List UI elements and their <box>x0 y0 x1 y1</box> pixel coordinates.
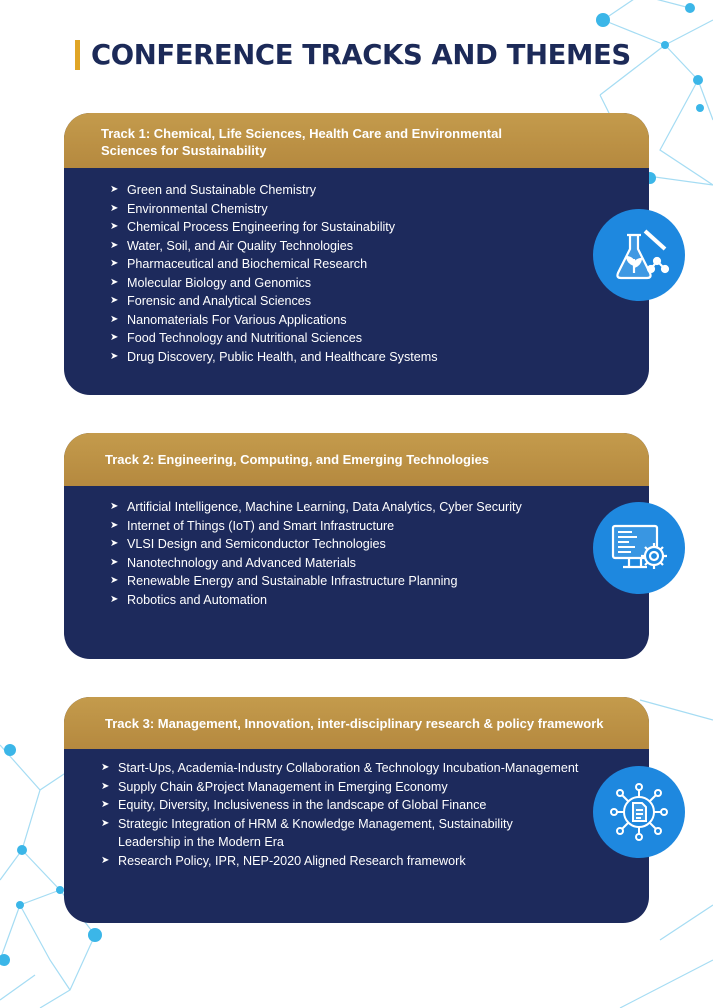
track-1-list <box>110 181 649 366</box>
track-card-3 <box>64 697 649 923</box>
list-item: ➤ Start-Ups, Academia-Industry Collaboration & Technology Incubation-Management <box>101 759 649 778</box>
document-network-icon <box>593 766 685 858</box>
page-header <box>75 38 631 72</box>
track-1-title: Track 1: Chemical, Life Sciences, Health Care and Environmental Sciences for Sustainability <box>101 125 502 158</box>
list-item: ➤ Water, Soil, and Air Quality Technologies <box>110 237 649 256</box>
bullet-arrow-icon: ➤ <box>110 538 119 549</box>
list-item: ➤ Robotics and Automation <box>110 591 649 610</box>
bullet-arrow-icon: ➤ <box>101 854 110 866</box>
list-item: ➤ Chemical Process Engineering for Sustainability <box>110 218 649 237</box>
track-2-header <box>64 433 649 486</box>
bullet-arrow-icon: ➤ <box>110 258 119 269</box>
list-item: ➤ Renewable Energy and Sustainable Infrastructure Planning <box>110 572 649 591</box>
bullet-arrow-icon: ➤ <box>110 313 119 325</box>
bullet-arrow-icon: ➤ <box>101 799 110 810</box>
list-item: ➤ Artificial Intelligence, Machine Learning, Data Analytics, Cyber Security <box>110 498 649 517</box>
track-2-list <box>110 498 649 609</box>
list-item: ➤ Food Technology and Nutritional Sciences <box>110 329 649 348</box>
bullet-arrow-icon: ➤ <box>110 184 119 195</box>
bullet-arrow-icon: ➤ <box>110 295 119 306</box>
page-title: CONFERENCE TRACKS AND THEMES <box>91 39 631 71</box>
list-item: ➤ Equity, Diversity, Inclusiveness in the landscape of Global Finance <box>101 796 649 815</box>
bullet-arrow-icon: ➤ <box>110 332 119 343</box>
track-card-2 <box>64 433 649 659</box>
list-item: ➤ Strategic Integration of HRM & Knowledge Management, Sustainability Leadership in the Modern Era <box>101 816 513 849</box>
list-item: ➤ Drug Discovery, Public Health, and Healthcare Systems <box>110 348 649 367</box>
bullet-arrow-icon: ➤ <box>110 221 119 232</box>
computer-gear-icon <box>593 502 685 594</box>
list-item: ➤ Pharmaceutical and Biochemical Research <box>110 255 649 274</box>
bullet-arrow-icon: ➤ <box>110 350 119 362</box>
list-item: ➤ Green and Sustainable Chemistry <box>110 181 649 200</box>
bullet-arrow-icon: ➤ <box>110 239 119 251</box>
track-3-header <box>64 697 649 749</box>
list-item: ➤ VLSI Design and Semiconductor Technologies <box>110 535 649 554</box>
track-1-header <box>64 113 649 168</box>
track-2-title: Track 2: Engineering, Computing, and Emerging Technologies <box>105 452 490 467</box>
list-item: ➤ Supply Chain &Project Management in Emerging Economy <box>101 778 649 797</box>
list-item: ➤ Environmental Chemistry <box>110 200 649 219</box>
bullet-arrow-icon: ➤ <box>110 593 119 605</box>
bullet-arrow-icon: ➤ <box>110 202 119 214</box>
flask-molecule-icon <box>593 209 685 301</box>
bullet-arrow-icon: ➤ <box>110 575 119 586</box>
list-item: ➤ Forensic and Analytical Sciences <box>110 292 649 311</box>
bullet-arrow-icon: ➤ <box>110 519 119 531</box>
track-3-title: Track 3: Management, Innovation, inter-disciplinary research & policy framework <box>105 715 604 731</box>
list-item: ➤ Research Policy, IPR, NEP-2020 Aligned Research framework <box>101 852 649 871</box>
track-card-1 <box>64 113 649 395</box>
list-item: ➤ Nanomaterials For Various Applications <box>110 311 649 330</box>
bullet-arrow-icon: ➤ <box>101 817 110 829</box>
list-item: ➤ Nanotechnology and Advanced Materials <box>110 554 649 573</box>
bullet-arrow-icon: ➤ <box>101 762 110 773</box>
bullet-arrow-icon: ➤ <box>110 276 119 288</box>
bullet-arrow-icon: ➤ <box>110 556 119 568</box>
bullet-arrow-icon: ➤ <box>101 780 110 792</box>
list-item: ➤ Internet of Things (IoT) and Smart Infrastructure <box>110 517 649 536</box>
bullet-arrow-icon: ➤ <box>110 501 119 512</box>
list-item: ➤ Molecular Biology and Genomics <box>110 274 649 293</box>
track-3-list <box>101 759 649 870</box>
title-accent-bar <box>75 40 80 70</box>
